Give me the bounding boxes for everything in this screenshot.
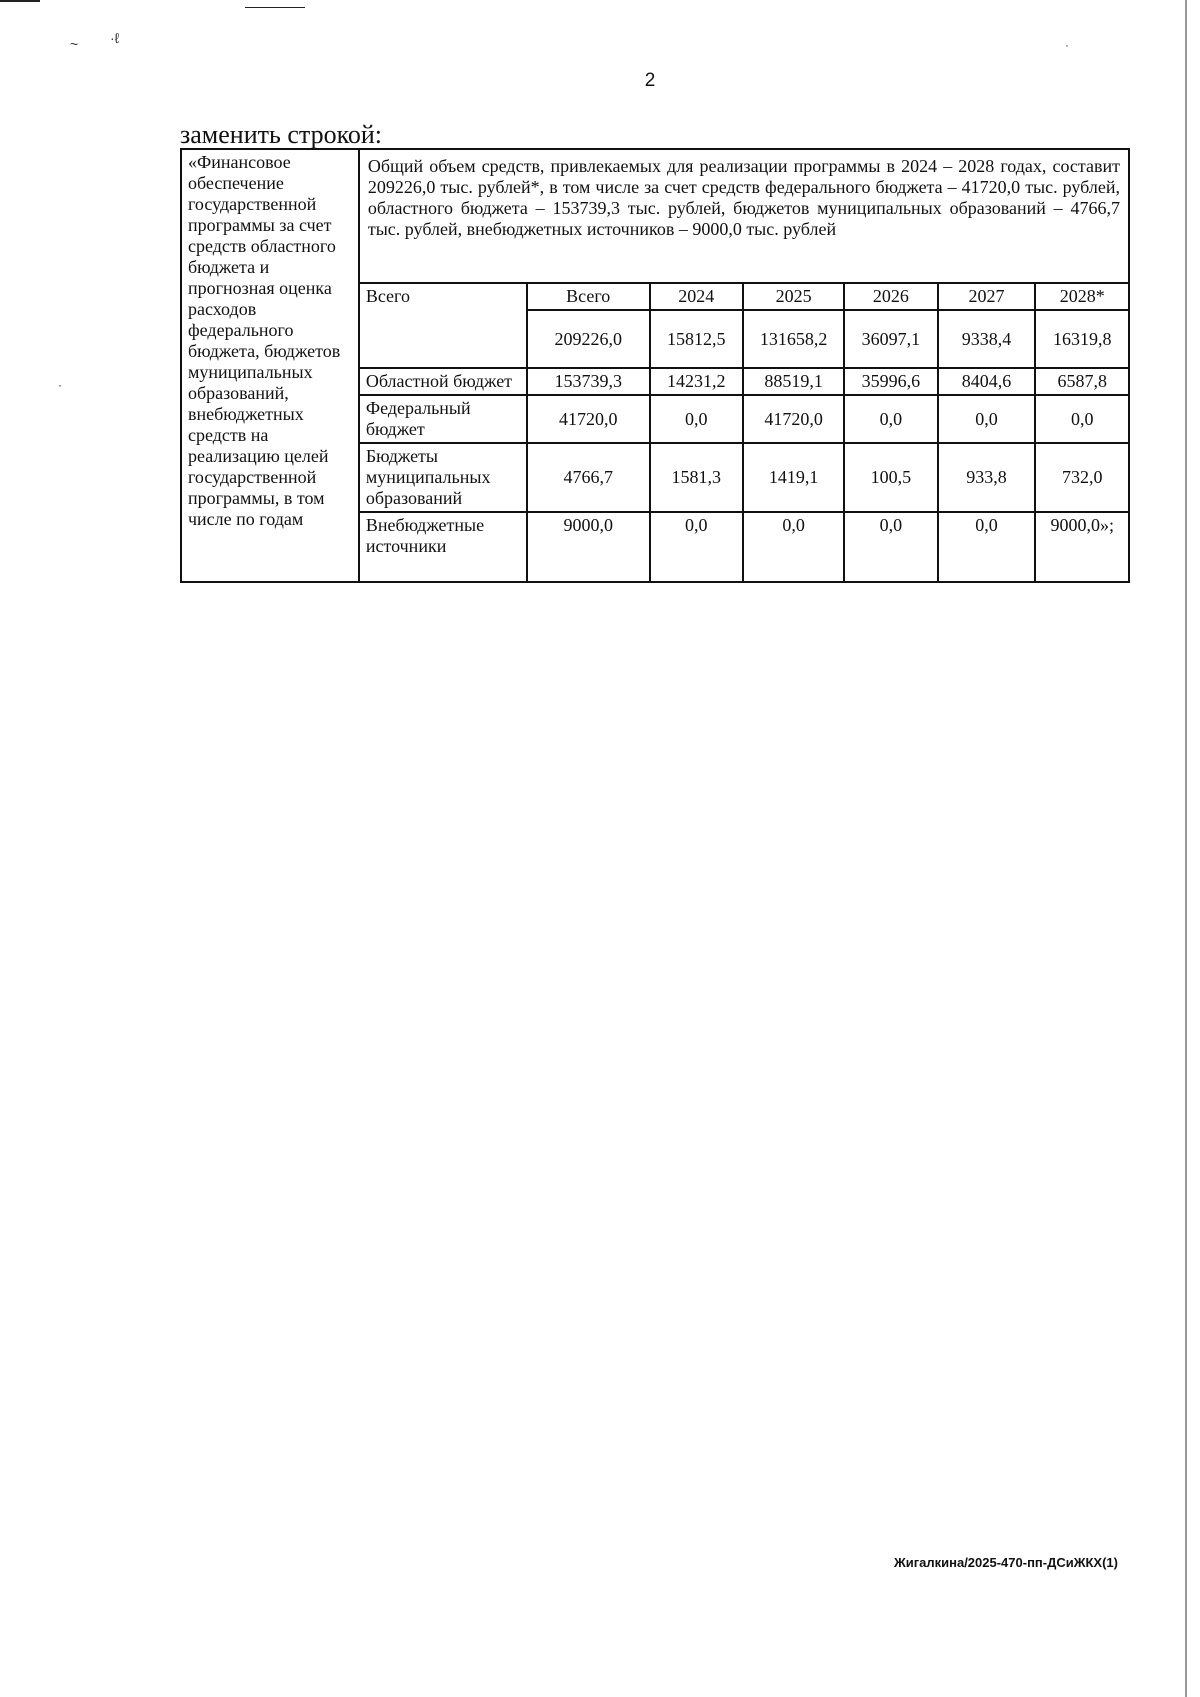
value-cell: 14231,2 — [650, 368, 743, 395]
page-number: 2 — [644, 70, 656, 91]
value-cell: 8404,6 — [938, 368, 1036, 395]
value-cell: 6587,8 — [1035, 368, 1129, 395]
value-cell: 732,0 — [1035, 443, 1129, 512]
summary-text: Общий объем средств, привлекаемых для реализации программы в 2024 – 2028 годах, составит 209226,0 тыс. рублей*, в том числе за счет средств федерального бюджета – 41720,0 тыс. рублей, областного бюджета – 153739,3 тыс. рублей, бюджетов муниципальных образований – 4766,7 тыс. рублей, внебюджетных источников – 9000,0 тыс. рублей — [359, 149, 1129, 283]
scan-speck: · — [1065, 38, 1069, 52]
header-cell: 2025 — [743, 283, 844, 310]
header-cell: 2024 — [650, 283, 743, 310]
value-cell: 35996,6 — [844, 368, 937, 395]
value-cell: 100,5 — [844, 443, 937, 512]
left-label-cell: «Финансовое обеспечение государственной программы за счет средств областного бюджета и прогнозная оценка расходов федерального бюджета, бюджетов муниципальных образований, внебюджетных средств на реализацию целей государственной программы, в том числе по годам — [181, 149, 359, 582]
finance-table — [180, 148, 1130, 583]
row-label: Внебюджетные источники — [359, 512, 527, 582]
value-cell: 0,0 — [844, 395, 937, 443]
scan-edge-line — [1185, 0, 1187, 1697]
row-label: Федеральный бюджет — [359, 395, 527, 443]
value-cell: 41720,0 — [527, 395, 650, 443]
scan-speck: · — [58, 378, 62, 392]
scan-speck: ~ — [70, 36, 79, 52]
header-cell: Всего — [527, 283, 650, 310]
value-cell: 0,0 — [743, 512, 844, 582]
scan-speck: ·ℓ — [110, 30, 120, 46]
scan-edge-line — [245, 7, 305, 8]
value-cell: 0,0 — [844, 512, 937, 582]
replace-heading: заменить строкой: — [180, 120, 383, 149]
value-cell: 0,0 — [650, 395, 743, 443]
row-label: Областной бюджет — [359, 368, 527, 395]
value-cell: 9000,0»; — [1035, 512, 1129, 582]
value-cell: 0,0 — [938, 395, 1036, 443]
header-cell: 2028* — [1035, 283, 1129, 310]
table-row — [181, 149, 1129, 283]
value-cell: 1581,3 — [650, 443, 743, 512]
value-cell: 88519,1 — [743, 368, 844, 395]
header-cell: 2026 — [844, 283, 937, 310]
value-cell: 153739,3 — [527, 368, 650, 395]
value-cell: 131658,2 — [743, 310, 844, 368]
value-cell: 4766,7 — [527, 443, 650, 512]
value-cell: 1419,1 — [743, 443, 844, 512]
value-cell: 41720,0 — [743, 395, 844, 443]
header-cell: 2027 — [938, 283, 1036, 310]
value-cell: 0,0 — [1035, 395, 1129, 443]
value-cell: 9338,4 — [938, 310, 1036, 368]
value-cell: 209226,0 — [527, 310, 650, 368]
value-cell: 9000,0 — [527, 512, 650, 582]
value-cell: 0,0 — [938, 512, 1036, 582]
value-cell: 15812,5 — [650, 310, 743, 368]
header-cell: Всего — [359, 283, 527, 368]
value-cell: 16319,8 — [1035, 310, 1129, 368]
row-label: Бюджеты муниципальных образований — [359, 443, 527, 512]
document-footer-id: Жигалкина/2025-470-пп-ДСиЖКХ(1) — [893, 1555, 1118, 1570]
value-cell: 36097,1 — [844, 310, 937, 368]
value-cell: 933,8 — [938, 443, 1036, 512]
scan-edge-line — [0, 0, 40, 2]
value-cell: 0,0 — [650, 512, 743, 582]
